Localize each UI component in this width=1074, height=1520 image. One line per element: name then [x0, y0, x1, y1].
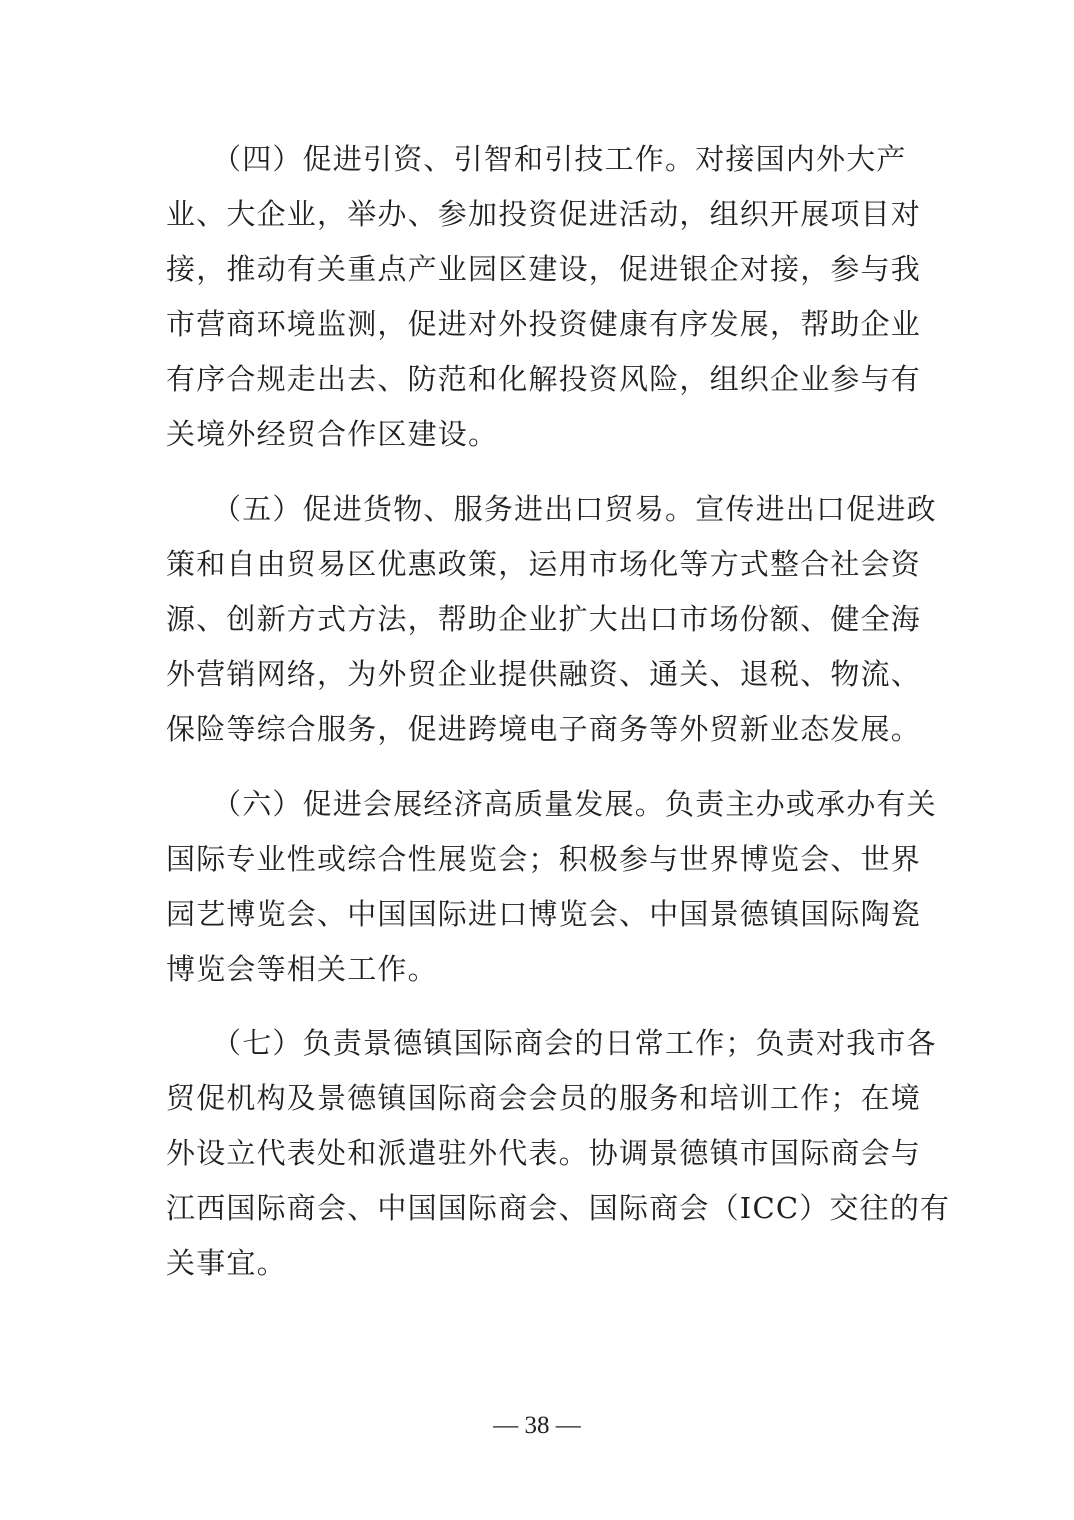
paragraph-6-exhibition-economy	[166, 777, 937, 997]
paragraph-line: （五）促进货物、服务进出口贸易。宣传进出口促进政	[212, 492, 937, 526]
paragraph-5-import-export-trade	[166, 482, 937, 757]
paragraph-4-attract-investment	[166, 132, 922, 462]
paragraph-line: 保险等综合服务，促进跨境电子商务等外贸新业态发展。	[166, 712, 922, 746]
page-number: — 38 —	[493, 1412, 581, 1439]
paragraph-line: 市营商环境监测，促进对外投资健康有序发展，帮助企业	[166, 307, 922, 341]
paragraph-line: 园艺博览会、中国国际进口博览会、中国景德镇国际陶瓷	[166, 897, 922, 931]
paragraph-line: 外营销网络，为外贸企业提供融资、通关、退税、物流、	[166, 657, 922, 691]
paragraph-7-chamber-of-commerce	[166, 1016, 951, 1291]
paragraph-line: 博览会等相关工作。	[166, 952, 438, 986]
paragraph-line: （六）促进会展经济高质量发展。负责主办或承办有关	[212, 787, 937, 821]
paragraph-line: 关境外经贸合作区建设。	[166, 417, 499, 451]
paragraph-line: 有序合规走出去、防范和化解投资风险，组织企业参与有	[166, 362, 922, 396]
paragraph-line: 业、大企业，举办、参加投资促进活动，组织开展项目对	[166, 197, 922, 231]
paragraph-line: （四）促进引资、引智和引技工作。对接国内外大产	[212, 142, 907, 176]
paragraph-line: （七）负责景德镇国际商会的日常工作；负责对我市各	[212, 1026, 937, 1060]
paragraph-line: 策和自由贸易区优惠政策，运用市场化等方式整合社会资	[166, 547, 922, 581]
paragraph-line: 江西国际商会、中国国际商会、国际商会（ICC）交往的有	[166, 1191, 951, 1225]
paragraph-line: 接，推动有关重点产业园区建设，促进银企对接，参与我	[166, 252, 922, 286]
paragraph-line: 外设立代表处和派遣驻外代表。协调景德镇市国际商会与	[166, 1136, 922, 1170]
paragraph-line: 关事宜。	[166, 1246, 287, 1280]
paragraph-line: 贸促机构及景德镇国际商会会员的服务和培训工作；在境	[166, 1081, 922, 1115]
paragraph-line: 国际专业性或综合性展览会；积极参与世界博览会、世界	[166, 842, 922, 876]
paragraph-line: 源、创新方式方法，帮助企业扩大出口市场份额、健全海	[166, 602, 922, 636]
